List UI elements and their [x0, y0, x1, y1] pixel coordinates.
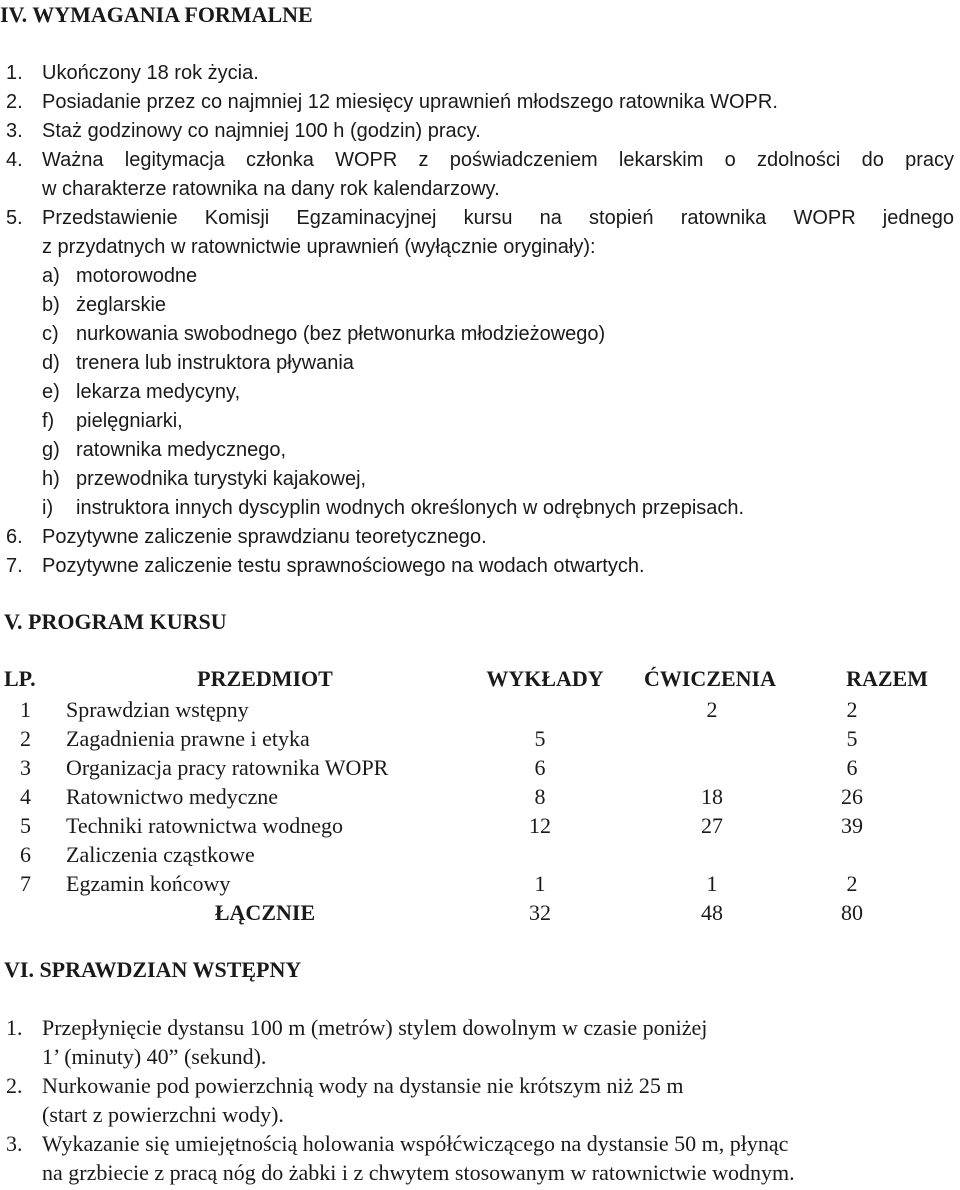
sub-b-text: żeglarskie — [76, 294, 167, 316]
req-5-number: 5. — [6, 207, 23, 229]
req-2-text: Posiadanie przez co najmniej 12 miesięcy uprawnień młodszego ratownika WOPR. — [42, 91, 778, 113]
sub-d-text: trenera lub instruktora pływania — [76, 352, 354, 374]
sub-h-text: przewodnika turystyki kajakowej, — [76, 468, 367, 490]
sum-label: ŁĄCZNIE — [214, 900, 316, 925]
col-header-subject: PRZEDMIOT — [197, 666, 333, 691]
row-exercises: 2 — [706, 697, 718, 722]
row-subject: Sprawdzian wstępny — [66, 697, 249, 722]
row-lectures: 5 — [534, 726, 546, 751]
row-lp: 5 — [20, 813, 31, 838]
row-total: 6 — [846, 755, 858, 780]
section-6-title: VI. SPRAWDZIAN WSTĘPNY — [4, 957, 302, 982]
row-subject: Zaliczenia cząstkowe — [66, 842, 255, 867]
row-lp: 7 — [20, 871, 31, 896]
row-lp: 2 — [20, 726, 31, 751]
test-2-text-line2: (start z powierzchni wody). — [42, 1102, 284, 1127]
sub-h-letter: h) — [42, 468, 60, 490]
sub-e-text: lekarza medycyny, — [76, 381, 241, 403]
row-subject: Ratownictwo medyczne — [66, 784, 278, 809]
row-lectures: 8 — [534, 784, 546, 809]
row-exercises: 27 — [701, 813, 723, 838]
sub-g-text: ratownika medycznego, — [76, 439, 287, 461]
test-3-text-line1: Wykazanie się umiejętnością holowania współćwiczącego na dystansie 50 m, płynąc — [42, 1131, 789, 1156]
col-header-total: RAZEM — [846, 666, 928, 691]
test-1-text-line2: 1’ (minuty) 40” (sekund). — [42, 1044, 267, 1069]
section-5-title: V. PROGRAM KURSU — [4, 609, 227, 634]
req-2-number: 2. — [6, 91, 23, 113]
test-1-text-line1: Przepłynięcie dystansu 100 m (metrów) stylem dowolnym w czasie poniżej — [42, 1015, 708, 1040]
sub-i-letter: i) — [42, 497, 54, 519]
sub-c-text: nurkowania swobodnego (bez płetwonurka młodzieżowego) — [76, 323, 606, 345]
col-header-exercises: ĆWICZENIA — [643, 666, 777, 691]
row-total: 5 — [846, 726, 858, 751]
test-2-text-line1: Nurkowanie pod powierzchnią wody na dystansie nie krótszym niż 25 m — [42, 1073, 684, 1098]
row-subject: Zagadnienia prawne i etyka — [66, 726, 310, 751]
sum-lectures: 32 — [529, 900, 551, 925]
test-3-number: 3. — [6, 1131, 23, 1156]
col-header-lp: LP. — [4, 666, 36, 691]
row-lectures: 6 — [534, 755, 546, 780]
req-6-number: 6. — [6, 526, 23, 548]
row-lp: 6 — [20, 842, 31, 867]
req-5-text-line2: z przydatnych w ratownictwie uprawnień (wyłącznie oryginały): — [42, 236, 596, 258]
sub-b-letter: b) — [42, 294, 60, 316]
col-header-lectures: WYKŁADY — [486, 666, 604, 691]
row-lp: 4 — [20, 784, 31, 809]
sub-a-letter: a) — [42, 265, 60, 287]
req-3-number: 3. — [6, 120, 23, 142]
row-total: 2 — [846, 871, 858, 896]
row-exercises: 1 — [706, 871, 718, 896]
sub-e-letter: e) — [42, 381, 60, 403]
row-total: 26 — [841, 784, 863, 809]
req-7-number: 7. — [6, 555, 23, 577]
row-lectures: 12 — [529, 813, 551, 838]
req-6-text: Pozytywne zaliczenie sprawdzianu teoretycznego. — [42, 526, 487, 548]
sum-exercises: 48 — [701, 900, 723, 925]
req-4-text-line1: Ważna legitymacja członka WOPR z poświadczeniem lekarskim o zdolności do pracy — [42, 149, 954, 171]
req-3-text: Staż godzinowy co najmniej 100 h (godzin) pracy. — [42, 120, 481, 142]
sub-f-text: pielęgniarki, — [76, 410, 183, 432]
sub-i-text: instruktora innych dyscyplin wodnych określonych w odrębnych przepisach. — [76, 497, 745, 519]
sub-f-letter: f) — [42, 410, 55, 432]
row-lp: 3 — [20, 755, 31, 780]
req-7-text: Pozytywne zaliczenie testu sprawnościowego na wodach otwartych. — [42, 555, 645, 577]
row-lectures: 1 — [534, 871, 546, 896]
row-subject: Techniki ratownictwa wodnego — [66, 813, 344, 838]
row-total: 2 — [846, 697, 858, 722]
sub-g-letter: g) — [42, 439, 60, 461]
req-1-text: Ukończony 18 rok życia. — [42, 62, 259, 84]
test-3-text-line2: na grzbiecie z pracą nóg do żabki i z chwytem stosowanym w ratownictwie wodnym. — [42, 1160, 795, 1185]
row-exercises: 18 — [701, 784, 723, 809]
section-4-title: IV. WYMAGANIA FORMALNE — [0, 2, 313, 27]
row-subject: Organizacja pracy ratownika WOPR — [66, 755, 389, 780]
test-2-number: 2. — [6, 1073, 23, 1098]
req-1-number: 1. — [6, 62, 23, 84]
req-4-number: 4. — [6, 149, 23, 171]
req-4-text-line2: w charakterze ratownika na dany rok kalendarzowy. — [42, 178, 500, 200]
sub-d-letter: d) — [42, 352, 60, 374]
sum-total: 80 — [841, 900, 863, 925]
sub-c-letter: c) — [42, 323, 59, 345]
test-1-number: 1. — [6, 1015, 23, 1040]
row-lp: 1 — [20, 697, 31, 722]
req-5-text-line1: Przedstawienie Komisji Egzaminacyjnej kursu na stopień ratownika WOPR jednego — [42, 207, 954, 229]
row-subject: Egzamin końcowy — [66, 871, 231, 896]
row-total: 39 — [841, 813, 863, 838]
sub-a-text: motorowodne — [76, 265, 198, 287]
